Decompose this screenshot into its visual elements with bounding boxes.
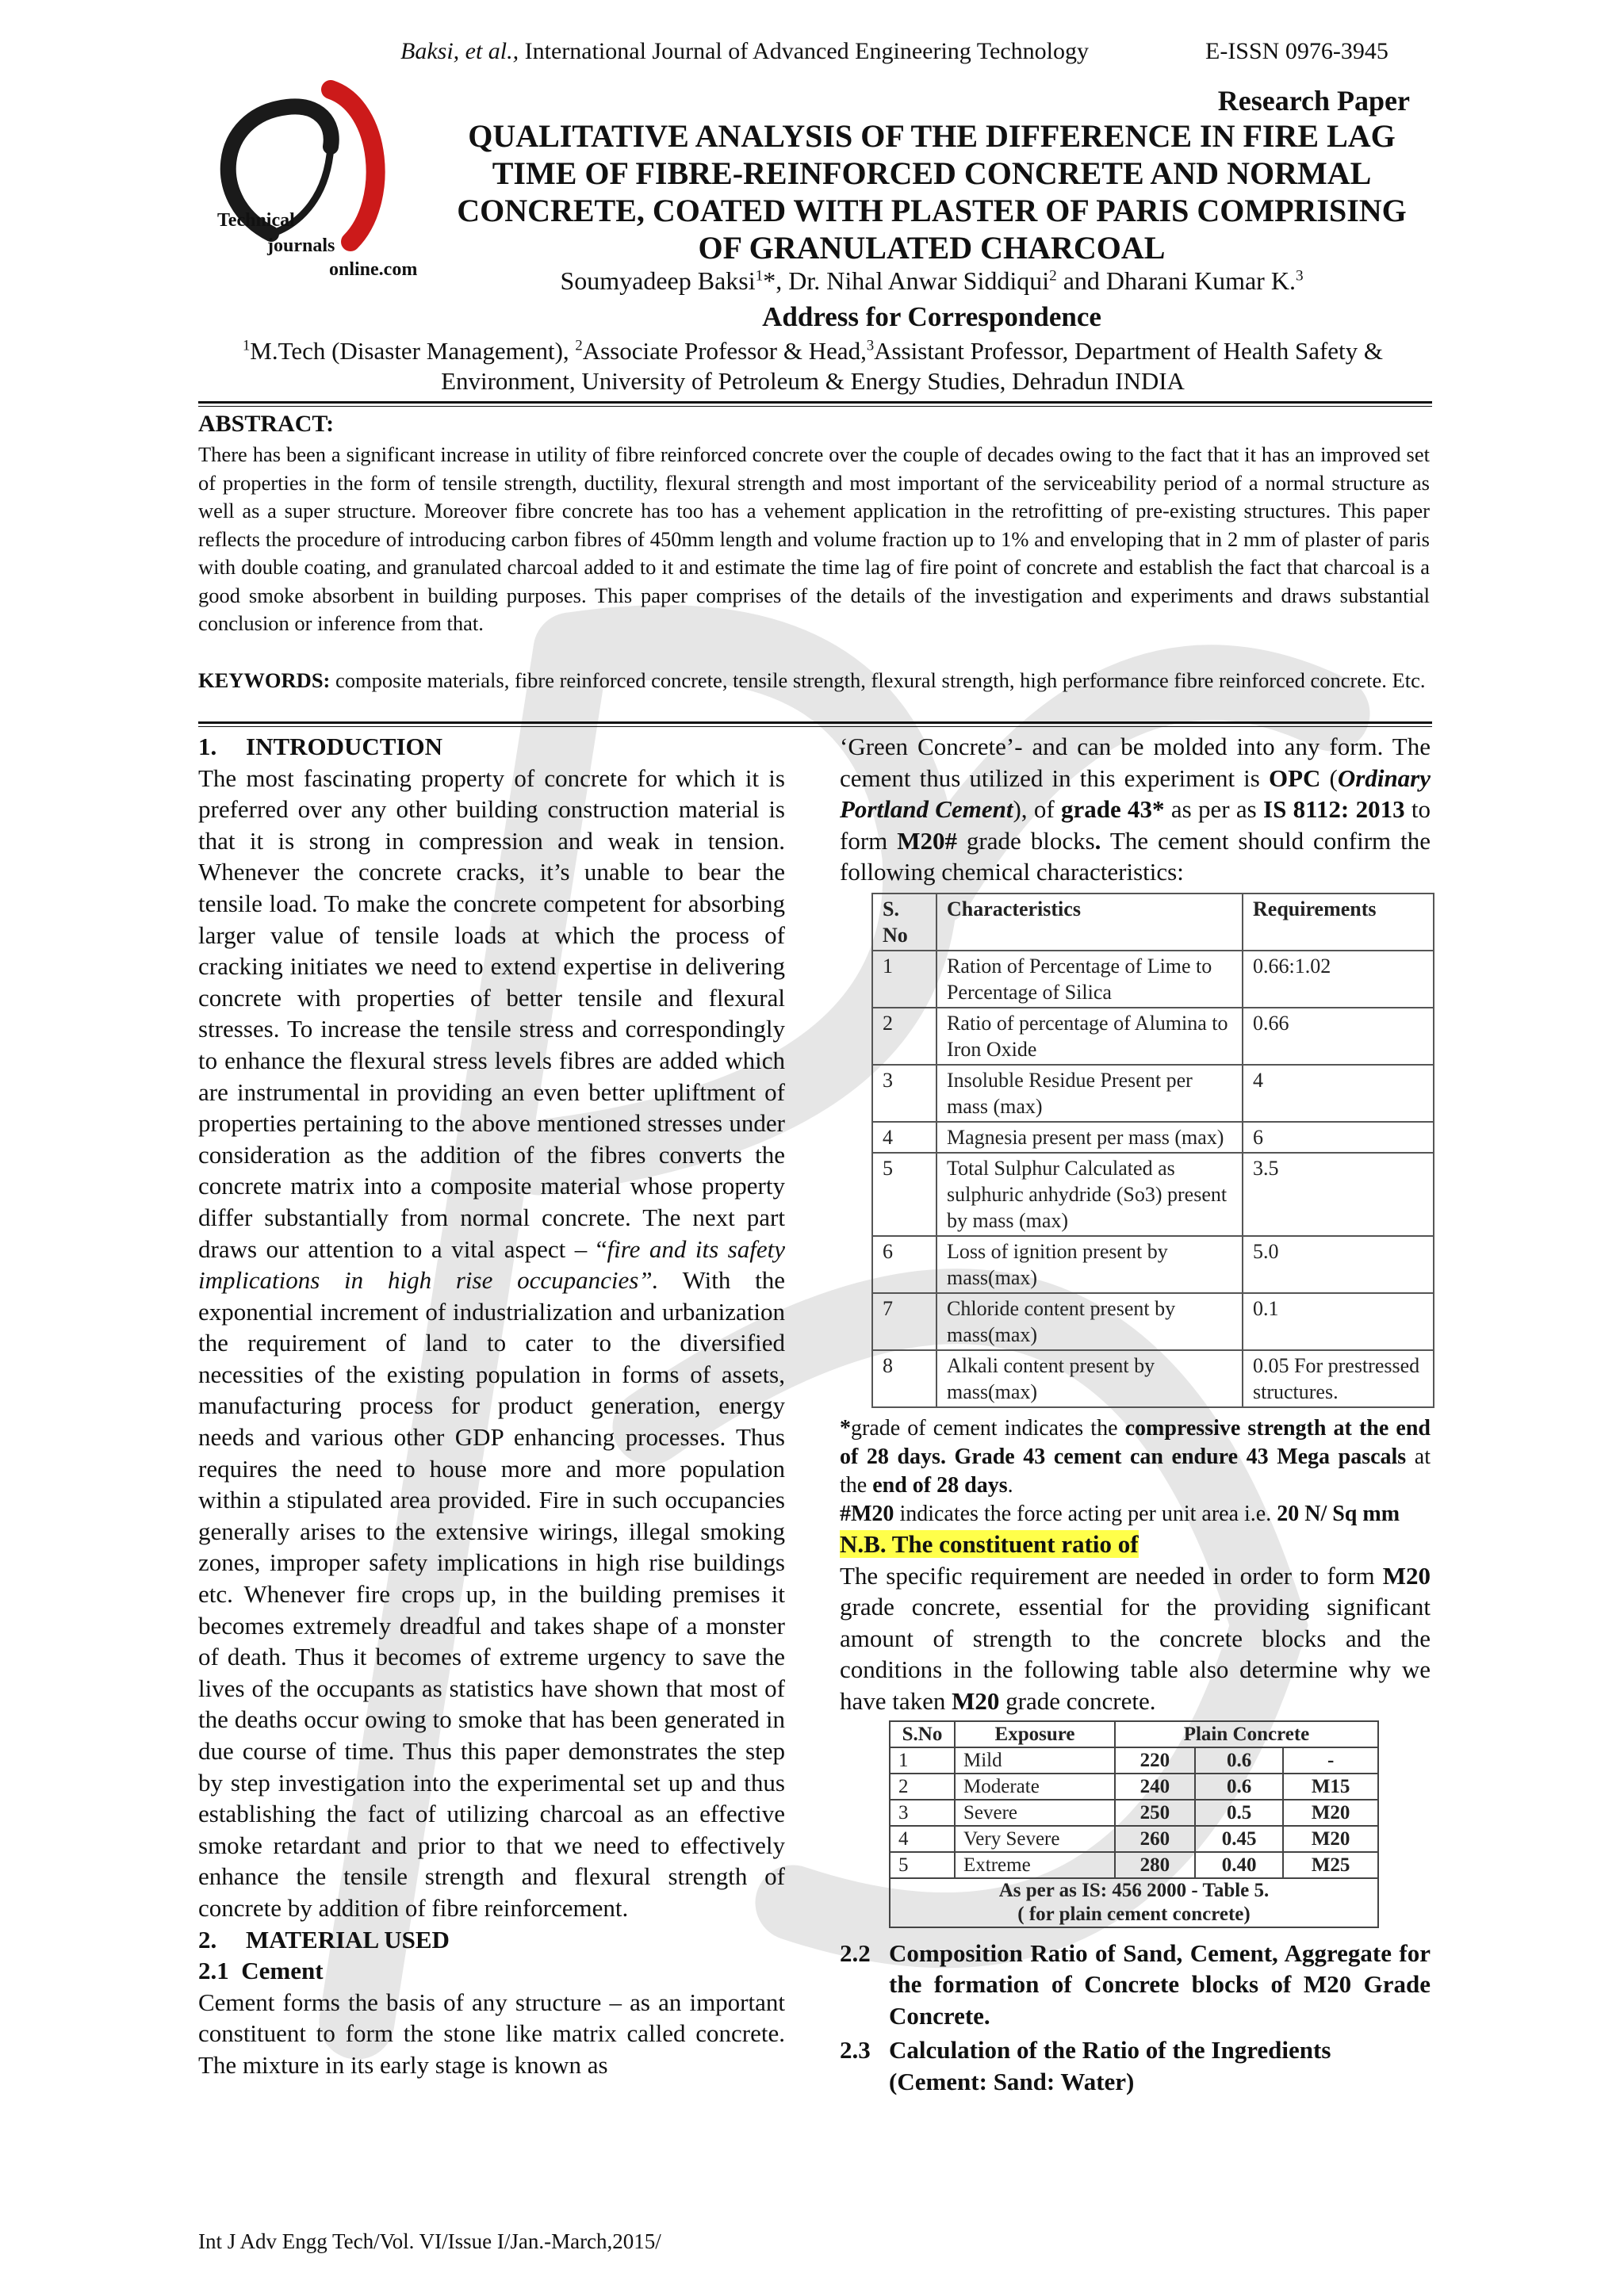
table-cell: M25 <box>1283 1852 1378 1878</box>
table-row <box>890 1826 1378 1852</box>
table-header-cell: Exposure <box>955 1721 1115 1747</box>
left-column <box>198 731 785 2079</box>
header-issn: E-ISSN 0976-3945 <box>1205 38 1388 64</box>
logo-text-online: online.com <box>329 259 418 280</box>
table-header-cell: Characteristics <box>936 894 1243 951</box>
header-citation: Baksi, et al., International Journal of Advanced Engineering Technology <box>400 38 1089 64</box>
divider <box>198 401 1432 404</box>
table-cell: M20 <box>1283 1826 1378 1852</box>
table-row <box>872 1350 1434 1407</box>
table-cell: 3 <box>890 1800 955 1826</box>
table-header-cell: S.No <box>890 1721 955 1747</box>
abstract-heading: ABSTRACT: <box>198 411 335 437</box>
table-header-cell: Requirements <box>1243 894 1434 951</box>
table-cell: 0.40 <box>1195 1852 1283 1878</box>
table-cell: 4 <box>890 1826 955 1852</box>
table-cell: 6 <box>872 1236 936 1293</box>
table-row <box>872 1153 1434 1236</box>
table-cell: 0.66 <box>1243 1008 1434 1065</box>
table-cell: Alkali content present by mass(max) <box>936 1350 1243 1407</box>
section-heading-introduction: 1. INTRODUCTION <box>198 733 443 760</box>
table-cell: 250 <box>1115 1800 1195 1826</box>
table-cell: 0.45 <box>1195 1826 1283 1852</box>
table-cell: 3 <box>872 1065 936 1122</box>
table-cell: 240 <box>1115 1774 1195 1800</box>
table-cell: 0.66:1.02 <box>1243 951 1434 1008</box>
table-cell: 2 <box>872 1008 936 1065</box>
right-column <box>840 731 1431 2098</box>
table-row <box>872 1065 1434 1122</box>
table-row <box>890 1774 1378 1800</box>
divider <box>198 406 1432 407</box>
m20-note: #M20 indicates the force acting per unit area i.e. 20 N/ Sq mm <box>840 1501 1400 1526</box>
table-cell: Loss of ignition present by mass(max) <box>936 1236 1243 1293</box>
table-cell: 4 <box>1243 1065 1434 1122</box>
table-cell: Insoluble Residue Present per mass (max) <box>936 1065 1243 1122</box>
table-cell: 3.5 <box>1243 1153 1434 1236</box>
table-row <box>872 1293 1434 1350</box>
paper-type: Research Paper <box>1217 85 1410 117</box>
table-row <box>890 1852 1378 1878</box>
table-cell: 8 <box>872 1350 936 1407</box>
table-cell: 0.1 <box>1243 1293 1434 1350</box>
table-cell: Moderate <box>955 1774 1115 1800</box>
table-cell: 5 <box>872 1153 936 1236</box>
table-cell: 280 <box>1115 1852 1195 1878</box>
m20-paragraph: The specific requirement are needed in order to form M20 grade concrete, essential for the providing significant amount of strength to the concrete blocks and the conditions in the following table also determine why we have taken M20 grade concrete. <box>840 1561 1431 1715</box>
intro-paragraph: The most fascinating property of concrete for which it is preferred over any other building construction material is that it is strong in compression and weak in tension. Whenever the concrete cracks, it’s unable to bear the tensile load. To make the concrete competent for absorbing larger value of tensile loads at which the process of cracking initiates we need to extend expertise in delivering concrete with properties of better tensile and flexural stresses. To increase the tensile stress and correspondingly to enhance the flexural stress levels fibres are added which are instrumental in providing an even better upliftment of properties pertaining to the above mentioned stresses under consideration as the addition of the fibres converts the concrete matrix into a composite material whose property differ substantially from normal concrete. The next part draws our attention to a vital aspect – “fire and its safety implications in high rise occupancies”. With the exponential increment of industrialization and urbanization the requirement of land to cater to the diversified necessities of the existing population in forms of assets, manufacturing process for product generation, energy needs and various other GDP enhancing processes. Thus requires the need to house more and more population within a stipulated area provided. Fire in such occupancies generally arises to the extensive wirings, illegal smoking zones, improper safety implications in high rise buildings etc. Whenever fire crops up, in the building premises it becomes extremely dreadful and takes shape of a monster of death. Thus it becomes of extreme urgency to save the lives of the occupants as statistics have shown that most of the deaths occur owing to smoke that has been generated in due course of time. Thus this paper demonstrates the step by step investigation into the experimental set up and thus establishing the fact of utilizing charcoal as an effective smoke retardant and prior to that we need to effectively enhance the tensile strength and flexural strength of concrete by addition of fibre reinforcement. <box>198 763 785 1922</box>
table-cell: 220 <box>1115 1747 1195 1774</box>
page-footer: Int J Adv Engg Tech/Vol. VI/Issue I/Jan.-March,2015/ <box>198 2229 661 2253</box>
table-cell: Chloride content present by mass(max) <box>936 1293 1243 1350</box>
logo-text-technical: Technical <box>217 210 295 231</box>
table-header-cell: Plain Concrete <box>1115 1721 1378 1747</box>
grade-note: *grade of cement indicates the compressive strength at the end of 28 days. Grade 43 cement can endure 43 Mega pascals at the end of 28 days. <box>840 1415 1431 1498</box>
subsection-heading-2-3: 2.3 Calculation of the Ratio of the Ingredients (Cement: Sand: Water) <box>840 2036 1331 2095</box>
abstract-body: There has been a significant increase in utility of fibre reinforced concrete over the couple of decades owing to the fact that it has an improved set of properties in the form of tensile strength, ductility, flexural strength and most important of the serviceability period of a normal structure as well as a super structure. Moreover fibre concrete has too has a vehement application in the retrofitting of pre-existing structures. This paper reflects the procedure of introducing carbon fibres of 450mm length and volume fraction up to 1% and enveloping that in 2 mm of plaster of paris with double coating, and granulated charcoal added to it and estimate the time lag of fire point of concrete and establish the fact that charcoal is a good smoke absorbent in building purposes. This paper comprises of the details of the investigation and experiments and draws substantial conclusion or inference from that. <box>198 442 1430 635</box>
journal-logo <box>200 83 462 285</box>
table-cell: 0.6 <box>1195 1774 1283 1800</box>
table-cell: M20 <box>1283 1800 1378 1826</box>
table-cell: Ratio of percentage of Alumina to Iron Oxide <box>936 1008 1243 1065</box>
table-cell: 5 <box>890 1852 955 1878</box>
cement-paragraph-part1: Cement forms the basis of any structure – as an important constituent to form the stone like matrix called concrete. The mixture in its early stage is known as <box>198 1988 785 2079</box>
table-cell: Extreme <box>955 1852 1115 1878</box>
table-footer-row: As per as IS: 456 2000 - Table 5. ( for plain cement concrete) <box>890 1878 1378 1927</box>
table-cell: 2 <box>890 1774 955 1800</box>
table-row <box>872 951 1434 1008</box>
table-cell: 7 <box>872 1293 936 1350</box>
affiliation: $^1$M.Tech (Disaster Management), $^2$Associate Professor & Head,$^3$Assistant Professor, Department of Health Safety & Environment, University of Petroleum & Energy Studies, Dehradun INDIA <box>242 337 1384 395</box>
keywords: KEYWORDS: composite materials, fibre reinforced concrete, tensile strength, flexural strength, high performance fibre reinforced concrete. Etc. <box>198 668 1426 692</box>
table-cell: 1 <box>872 951 936 1008</box>
table-row <box>872 1008 1434 1065</box>
table-cell: 5.0 <box>1243 1236 1434 1293</box>
table-header-row <box>890 1721 1378 1747</box>
section-heading-material: 2. MATERIAL USED <box>198 1925 450 1954</box>
table-row <box>890 1747 1378 1774</box>
table-row <box>872 1236 1434 1293</box>
table-header-row <box>872 894 1434 951</box>
divider <box>198 721 1432 724</box>
author-list: Soumyadeep Baksi$^1$*, Dr. Nihal Anwar Siddiqui$^2$ and Dharani Kumar K.$^3$ <box>560 266 1304 295</box>
table-row <box>890 1800 1378 1826</box>
table-cell: 0.05 For prestressed structures. <box>1243 1350 1434 1407</box>
table-cell: Total Sulphur Calculated as sulphuric anhydride (So3) present by mass (max) <box>936 1153 1243 1236</box>
cement-paragraph-part2: ‘Green Concrete’- and can be molded into any form. The cement thus utilized in this experiment is OPC (Ordinary Portland Cement), of grade 43* as per as IS 8112: 2013 to form M20# grade blocks. The cement should confirm the following chemical characteristics: <box>840 733 1431 886</box>
table-cell: Severe <box>955 1800 1115 1826</box>
cement-characteristics-table <box>871 893 1434 1408</box>
address-heading: Address for Correspondence <box>762 301 1101 332</box>
table-header-cell: S. No <box>872 894 936 951</box>
paper-title: QUALITATIVE ANALYSIS OF THE DIFFERENCE IN FIRE LAG TIME OF FIBRE-REINFORCED CONCRETE AND NORMAL CONCRETE, COATED WITH PLASTER OF PARIS COMPRISING OF GRANULATED CHARCOAL <box>457 118 1407 266</box>
exposure-table <box>889 1720 1379 1928</box>
table-cell: 0.6 <box>1195 1747 1283 1774</box>
table-cell: 6 <box>1243 1122 1434 1153</box>
divider <box>198 726 1432 727</box>
table-cell: 0.5 <box>1195 1800 1283 1826</box>
table-cell: 260 <box>1115 1826 1195 1852</box>
nb-highlight: N.B. The constituent ratio of <box>840 1529 1139 1558</box>
table-cell: Mild <box>955 1747 1115 1774</box>
table-cell: Magnesia present per mass (max) <box>936 1122 1243 1153</box>
table-cell: 4 <box>872 1122 936 1153</box>
table-cell: Ration of Percentage of Lime to Percentage of Silica <box>936 951 1243 1008</box>
table-cell: - <box>1283 1747 1378 1774</box>
subsection-heading-cement: 2.1 Cement <box>198 1957 324 1985</box>
subsection-heading-2-2: 2.2 Composition Ratio of Sand, Cement, Aggregate for the formation of Concrete blocks of M20 Grade Concrete. <box>840 1938 1431 2030</box>
logo-text-journals: journals <box>267 235 335 256</box>
table-row <box>872 1122 1434 1153</box>
table-cell: 1 <box>890 1747 955 1774</box>
table-cell: Very Severe <box>955 1826 1115 1852</box>
table-cell: M15 <box>1283 1774 1378 1800</box>
